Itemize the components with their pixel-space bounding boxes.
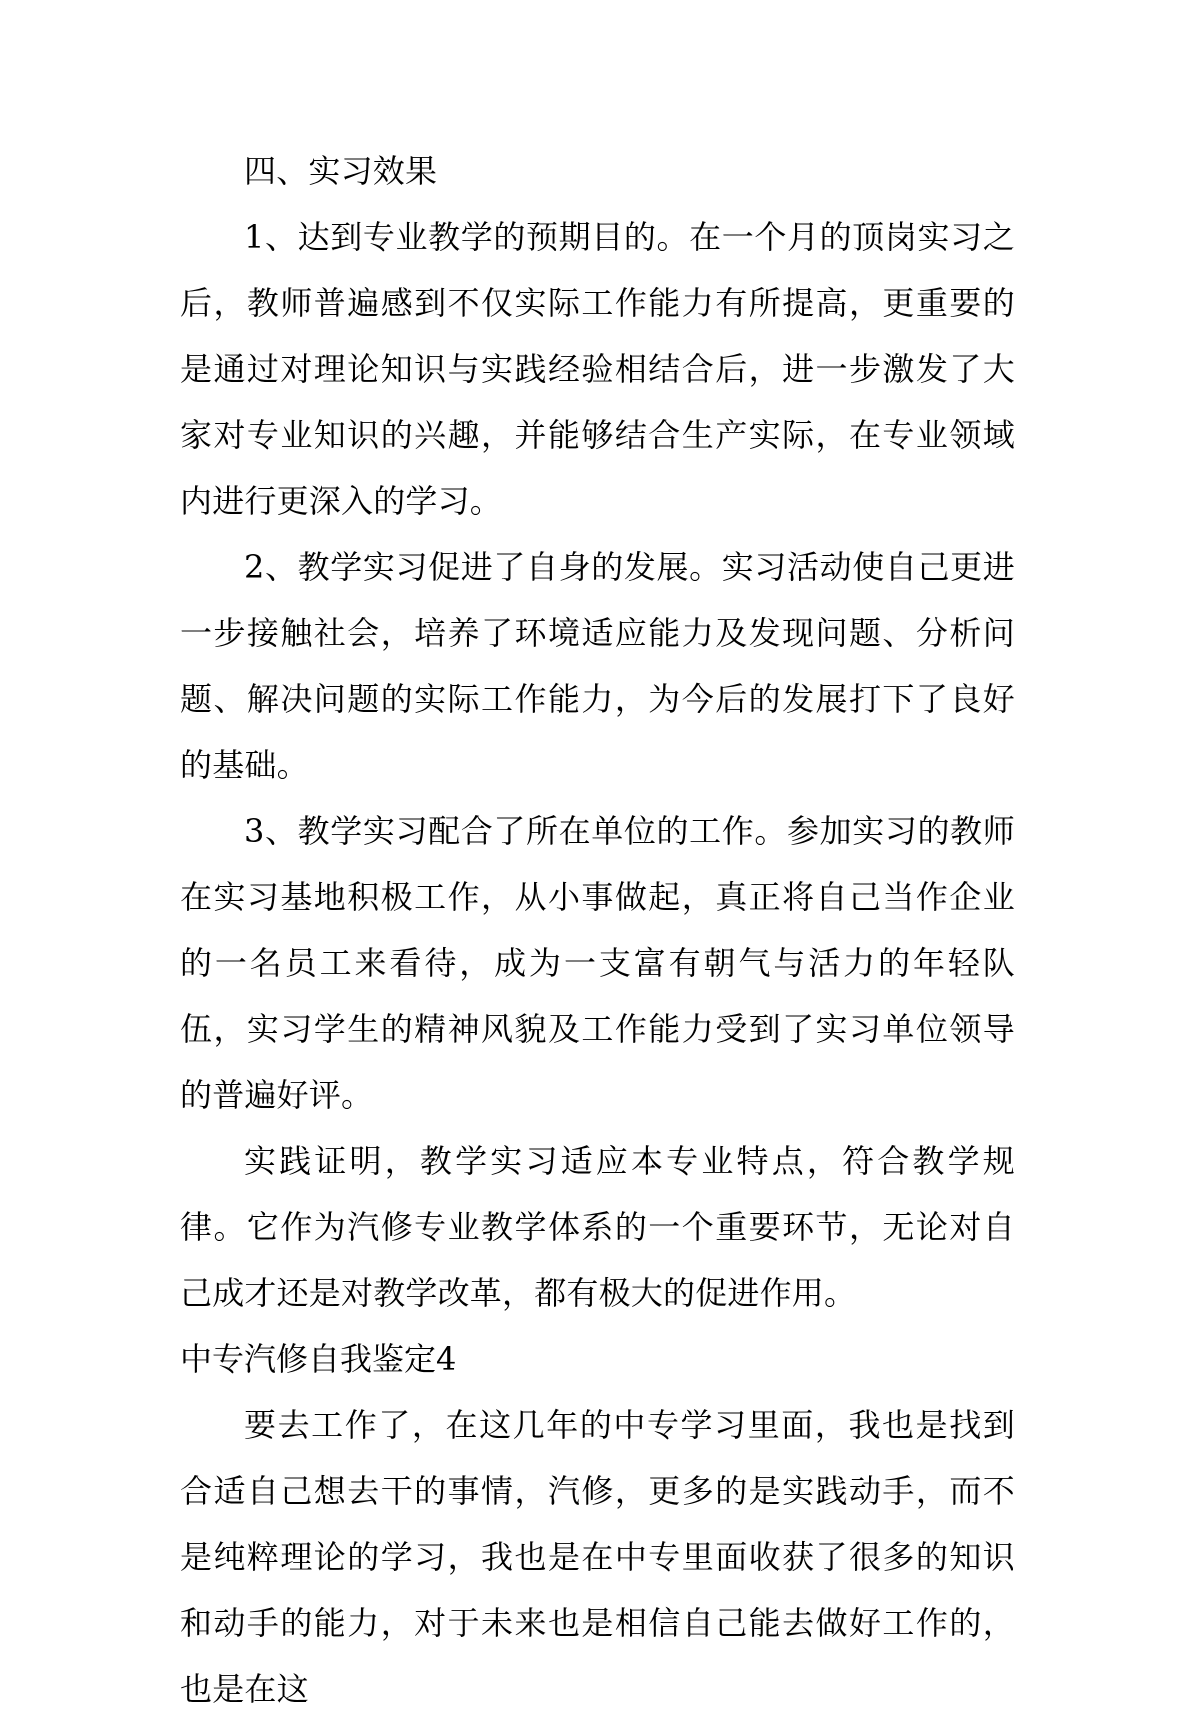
paragraph-result-1: 1、达到专业教学的预期目的。在一个月的顶岗实习之后，教师普遍感到不仅实际工作能力有所提高，更重要的是通过对理论知识与实践经验相结合后，进一步激发了大家对专业知识的兴趣，并能够结合生产实际，在专业领域内进行更深入的学习。 (180, 218, 1015, 520)
paragraph-result-2: 2、教学实习促进了自身的发展。实习活动使自己更进一步接触社会，培养了环境适应能力及发现问题、分析问题、解决问题的实际工作能力，为今后的发展打下了良好的基础。 (180, 548, 1015, 784)
document-title: 中专汽修自我鉴定4 (180, 1340, 457, 1378)
paragraph-result-3: 3、教学实习配合了所在单位的工作。参加实习的教师在实习基地积极工作，从小事做起，真正将自己当作企业的一名员工来看待，成为一支富有朝气与活力的年轻队伍，实习学生的精神风貌及工作能力受到了实习单位领导的普遍好评。 (180, 812, 1015, 1114)
section-heading: 四、实习效果 (244, 152, 438, 190)
document-body (180, 138, 1015, 1722)
paragraph-self-assessment: 要去工作了，在这几年的中专学习里面，我也是找到合适自己想去干的事情，汽修，更多的是实践动手，而不是纯粹理论的学习，我也是在中专里面收获了很多的知识和动手的能力，对于未来也是相信自己能去做好工作的，也是在这 (180, 1406, 1015, 1708)
paragraph-conclusion: 实践证明，教学实习适应本专业特点，符合教学规律。它作为汽修专业教学体系的一个重要环节，无论对自己成才还是对教学改革，都有极大的促进作用。 (180, 1142, 1015, 1312)
